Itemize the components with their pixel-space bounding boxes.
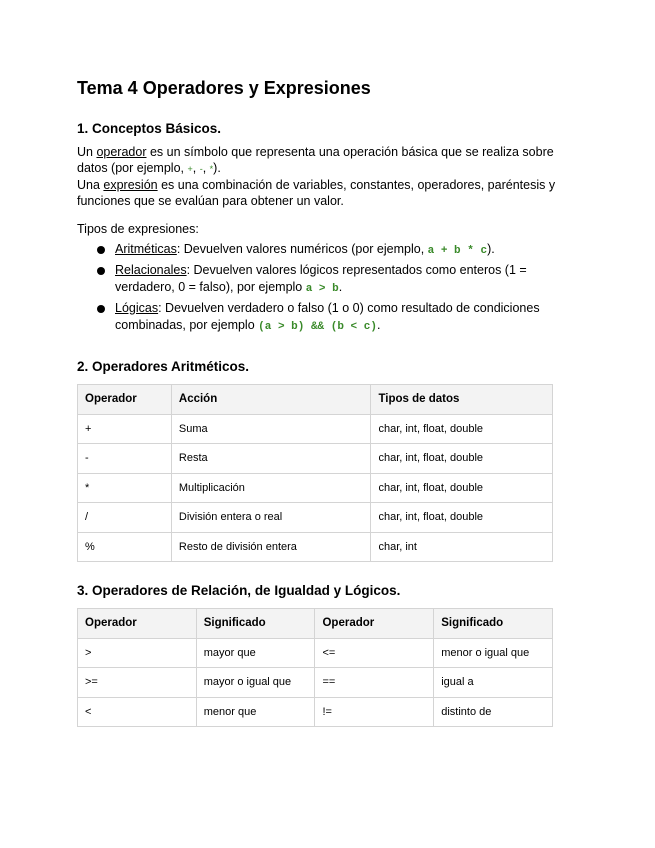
table-header-row: Operador Acción Tipos de datos [78,385,553,415]
bullet-icon [97,305,105,313]
table-row: - Resta char, int, float, double [78,444,553,474]
table-row: >= mayor o igual que == igual a [78,668,553,698]
expression-types-list [77,241,567,336]
operator-definition: Un operador es un símbolo que representa una operación básica que se realiza sobre datos (por ejemplo, +, -, *). [77,145,554,175]
table-row: + Suma char, int, float, double [78,414,553,444]
expression-term: expresión [103,178,158,192]
relational-operators-table [77,608,553,727]
section-1-heading: 1. Conceptos Básicos. [77,121,222,136]
list-item: Aritméticas: Devuelven valores numéricos (por ejemplo, a + b * c). [97,241,567,260]
table-row: < menor que != distinto de [78,697,553,727]
table-row: * Multiplicación char, int, float, double [78,473,553,503]
table-row: > mayor que <= menor o igual que [78,638,553,668]
bullet-icon [97,246,105,254]
arithmetic-operators-table [77,384,553,562]
table-row: / División entera o real char, int, float, double [78,503,553,533]
operator-term: operador [96,145,147,159]
table-header-row: Operador Significado Operador Significado [78,609,553,639]
section-2-heading: 2. Operadores Aritméticos. [77,359,250,374]
table-row: % Resto de división entera char, int [78,532,553,562]
page-title: Tema 4 Operadores y Expresiones [77,78,371,98]
section-3-heading: 3. Operadores de Relación, de Igualdad y Lógicos. [77,583,401,598]
bullet-icon [97,267,105,275]
types-intro: Tipos de expresiones: [77,222,199,236]
list-item: Lógicas: Devuelven verdadero o falso (1 o 0) como resultado de condiciones combinadas, por ejemplo (a > b) && (b < c). [97,300,567,336]
document-page [77,76,567,727]
list-item: Relacionales: Devuelven valores lógicos representados como enteros (1 = verdadero, 0 = falso), por ejemplo a > b. [97,262,567,298]
expression-definition: Una expresión es una combinación de variables, constantes, operadores, paréntesis y funciones que se evalúan para obtener un valor. [77,178,556,208]
